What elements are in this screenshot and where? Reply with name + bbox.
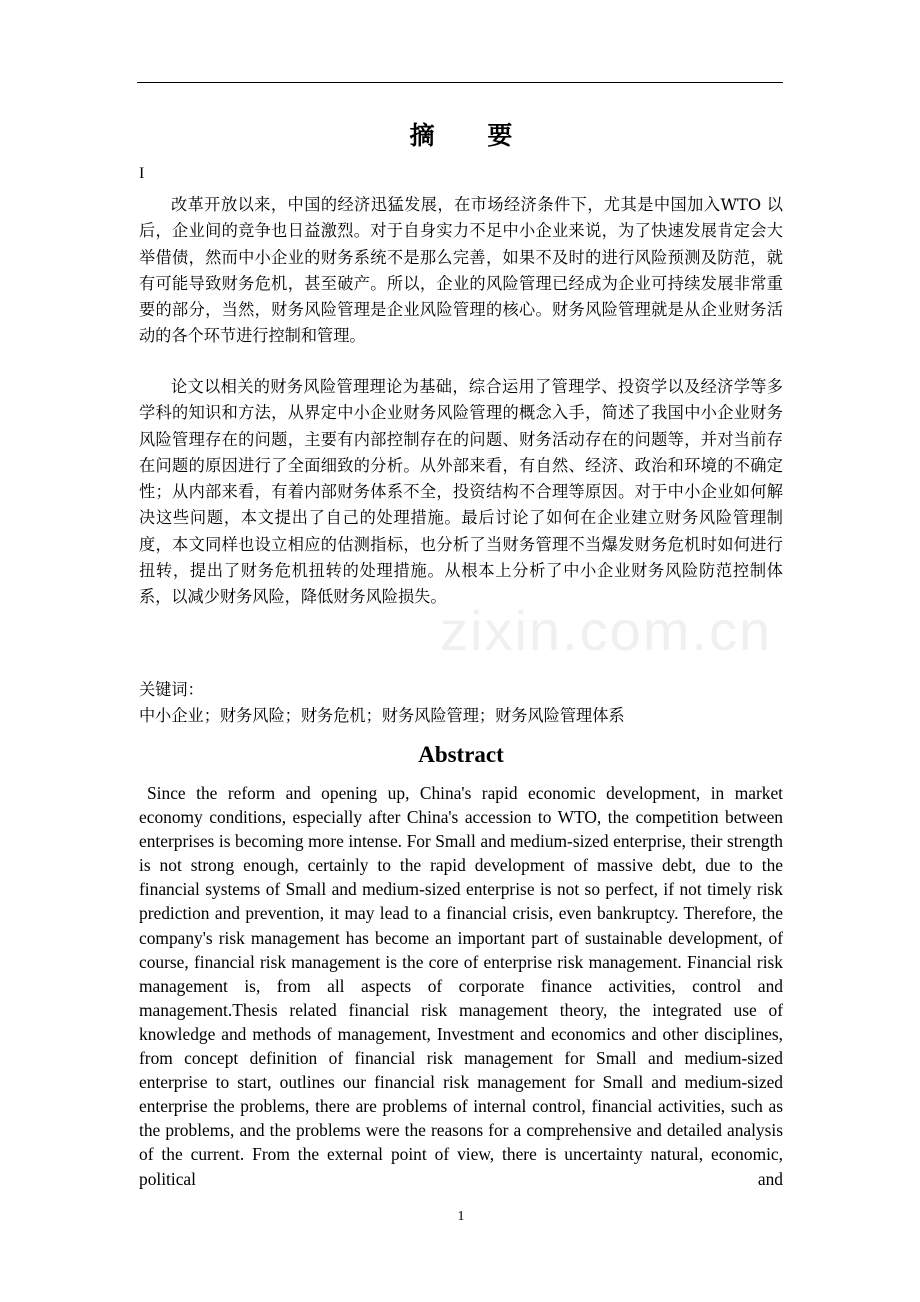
watermark: zixin.com.cn bbox=[440, 599, 773, 662]
page-number: 1 bbox=[457, 1209, 465, 1224]
keywords-list: 中小企业；财务风险；财务危机；财务风险管理；财务风险管理体系 bbox=[139, 706, 625, 725]
header-rule bbox=[137, 82, 783, 83]
abstract-en-title: Abstract bbox=[418, 742, 504, 767]
abstract-cn-paragraph-1: 改革开放以来，中国的经济迅猛发展，在市场经济条件下，尤其是中国加入WTO 以后，企业间的竞争也日益激烈。对于自身实力不足中小企业来说，为了快速发展肯定会大举借债，然而中小企业的财务系统不是那么完善，如果不及时的进行风险预测及防范，就有可能导致财务危机，甚至破产。所以，企业的风险管理已经成为企业可持续发展非常重要的部分，当然，财务风险管理是企业风险管理的核心。财务风险管理就是从企业财务活动的各个环节进行控制和管理。 bbox=[139, 195, 783, 346]
abstract-en-body: Since the reform and opening up, China's rapid economic development, in market economy conditions, especially after China's accession to WTO, the competition between enterprises is becoming more intense. For Small and medium-sized enterprise, their strength is not strong enough, certainly to the rapid development of massive debt, due to the financial systems of Small and medium-sized enterprise is not so perfect, if not timely risk prediction and prevention, it may lead to a financial crisis, even bankruptcy. Therefore, the company's risk management has become an important part of sustainable development, of course, financial risk management is the core of enterprise risk management. Financial risk management is, from all aspects of corporate finance activities, control and management.Thesis related financial risk management theory, the integrated use of knowledge and methods of management, Investment and economics and other disciplines, from concept definition of financial risk management for Small and medium-sized enterprise to start, outlines our financial risk management for Small and medium-sized enterprise the problems, there are problems of internal control, financial activities, such as the problems, and the problems were the reasons for a comprehensive and detailed analysis of the current. From the external point of view, there is uncertainty natural, economic, political and bbox=[139, 783, 783, 1189]
abstract-cn-title: 摘 要 bbox=[409, 121, 535, 150]
abstract-cn-paragraph-2: 论文以相关的财务风险管理理论为基础，综合运用了管理学、投资学以及经济学等多学科的知识和方法，从界定中小企业财务风险管理的概念入手，简述了我国中小企业财务风险管理存在的问题，主要有内部控制存在的问题、财务活动存在的问题等，并对当前存在问题的原因进行了全面细致的分析。从外部来看，有自然、经济、政治和环境的不确定性；从内部来看，有着内部财务体系不全，投资结构不合理等原因。对于中小企业如何解决这些问题，本文提出了自己的处理措施。最后讨论了如何在企业建立财务风险管理制度，本文同样也设立相应的估测指标，也分析了当财务管理不当爆发财务危机时如何进行扭转，提出了财务危机扭转的处理措施。从根本上分析了中小企业财务风险防范控制体系，以减少财务风险，降低财务风险损失。 bbox=[139, 377, 783, 607]
roman-marker: I bbox=[139, 165, 145, 182]
keywords-label: 关键词： bbox=[139, 680, 204, 699]
